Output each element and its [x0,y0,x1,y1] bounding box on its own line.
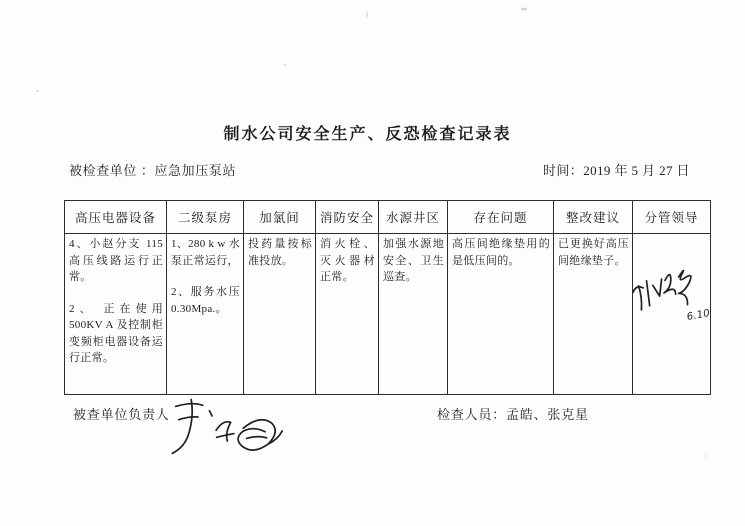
cell-paragraph: 2、 正在使用 500KV A 及控制柜变频柜电器设备运行正常。 [69,302,163,364]
cell-paragraph: 投药量按标准投放。 [248,238,312,267]
cell-paragraph: 加强水源地安全、卫生巡查。 [383,238,444,283]
date-value: 2019 年 5 月 27 日 [583,163,690,178]
header-chlorination-room: 加氯间 [244,201,316,234]
leader-signature-date: 6.10 [685,308,711,323]
inspectors-names: 孟皓、张克星 [506,407,589,422]
scan-speck [366,12,368,17]
header-existing-problems: 存在问题 [448,201,554,234]
leader-handwritten-signature [629,262,715,334]
header-secondary-pump-room: 二级泵房 [167,201,244,234]
cell-paragraph: 高压间绝缘垫用的是低压间的。 [452,238,550,267]
header-leader-in-charge: 分管领导 [633,201,711,234]
inspection-table [64,200,711,395]
inspected-unit-line [69,160,236,179]
date-label: 时间： [543,163,584,178]
scan-speck [705,455,707,457]
cell-paragraph: 4、小赵分支 115 高压线路运行正常。 [69,238,163,283]
cell-paragraph: 消火栓、灭火器材正常。 [320,238,375,283]
scan-speck [521,7,527,10]
header-row [65,201,711,234]
cell-existing-problems [448,234,554,395]
responsible-handwritten-signature [166,396,286,473]
cell-paragraph: 已更换好高压间绝缘垫子。 [558,238,629,267]
date-line [543,160,690,179]
cell-leader-in-charge [633,234,711,395]
inspectors-line [437,404,589,423]
page-title: 制水公司安全生产、反恐检查记录表 [223,126,512,143]
cell-paragraph: 2、服务水压 0.30Mpa.。 [171,286,240,315]
responsible-person-line [73,404,170,423]
cell-rectification-suggestions [554,234,633,395]
header-fire-safety: 消防安全 [316,201,379,234]
inspectors-label: 检查人员： [437,407,507,422]
header-rectification-suggestions: 整改建议 [554,201,633,234]
cell-water-source-well-area [379,234,448,395]
header-high-voltage-equipment: 高压电器设备 [65,201,167,234]
scan-speck [36,90,39,92]
cell-high-voltage-equipment [65,234,167,395]
body-row [65,234,711,395]
scan-speck [284,64,286,66]
header-water-source-well-area: 水源井区 [379,201,448,234]
cell-paragraph: 1、280 k w 水泵正常运行， [171,238,240,267]
cell-secondary-pump-room [167,234,244,395]
inspected-unit-label: 被检查单位 ： [69,163,155,178]
cell-chlorination-room [244,234,316,395]
responsible-person-label: 被查单位负责人 [73,407,170,422]
inspected-unit-value: 应急加压泵站 [154,163,237,178]
cell-fire-safety [316,234,379,395]
